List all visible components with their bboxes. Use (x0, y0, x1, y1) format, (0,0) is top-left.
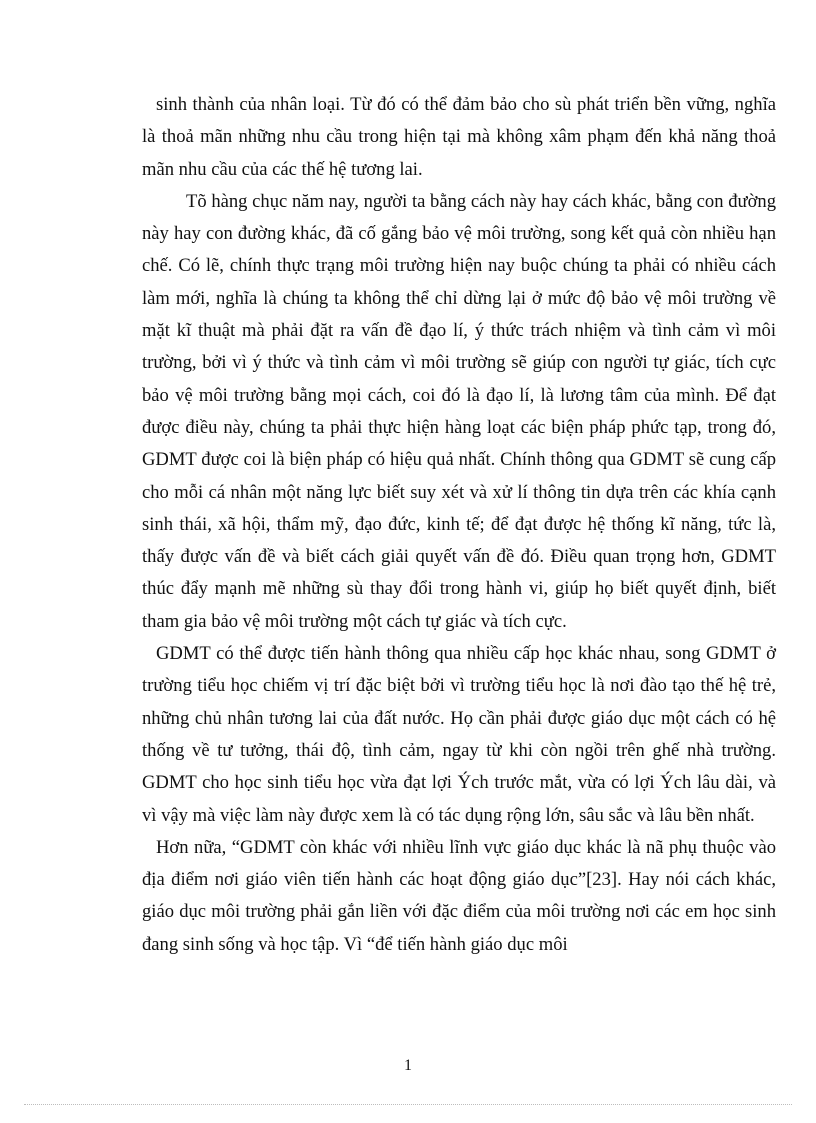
body-text (142, 89, 776, 961)
paragraph-4: Hơn nữa, “GDMT còn khác với nhiều lĩnh vực giáo dục khác là nã phụ thuộc vào địa điểm nơi giáo viên tiến hành các hoạt động giáo dục”[23]. Hay nói cách khác, giáo dục môi trường phải gắn liền với đặc điểm của môi trường nơi các em học sinh đang sinh sống và học tập. Vì “để tiến hành giáo dục môi (142, 836, 776, 955)
paragraph-2: Tõ hàng chục năm nay, người ta bằng cách này hay cách khác, bằng con đường này hay con đường khác, đã cố gắng bảo vệ môi trường, song kết quả còn nhiều hạn chế. Có lẽ, chính thực trạng môi trường hiện nay buộc chúng ta phải có nhiều cách làm mới, nghĩa là chúng ta không thể chỉ dừng lại ở mức độ bảo vệ môi trường về mặt kĩ thuật mà phải đặt ra vấn đề đạo lí, ý thức trách nhiệm và tình cảm vì môi trường, bởi vì ý thức và tình cảm vì môi trường sẽ giúp con người tự giác, tích cực bảo vệ môi trường bằng mọi cách, coi đó là đạo lí, là lương tâm của mình. Để đạt được điều này, chúng ta phải thực hiện hàng loạt các biện pháp phức tạp, trong đó, GDMT được coi là biện pháp có hiệu quả nhất. Chính thông qua GDMT sẽ cung cấp cho mỗi cá nhân một năng lực biết suy xét và xử lí thông tin dựa trên các khía cạnh sinh thái, xã hội, thẩm mỹ, đạo đức, kinh tế; để đạt được hệ thống kĩ năng, tức là, thấy được vấn đề và biết cách giải quyết vấn đề đó. Điều quan trọng hơn, GDMT thúc đẩy mạnh mẽ những sù thay đổi trong hành vi, giúp họ biết quyết định, biết tham gia bảo vệ môi trường một cách tự giác và tích cực. (142, 190, 776, 632)
paragraph-1: sinh thành của nhân loại. Từ đó có thể đảm bảo cho sù phát triển bền vững, nghĩa là thoả mãn những nhu cầu trong hiện tại mà không xâm phạm đến khả năng thoả mãn nhu cầu của các thế hệ tương lai. (142, 94, 776, 180)
footer-divider (24, 1104, 792, 1105)
paragraph-3: GDMT có thể được tiến hành thông qua nhiều cấp học khác nhau, song GDMT ở trường tiểu học chiếm vị trí đặc biệt bởi vì trường tiểu học là nơi đào tạo thế hệ trẻ, những chủ nhân tương lai của đất nước. Họ cần phải được giáo dục một cách có hệ thống về tư tưởng, thái độ, tình cảm, ngay từ khi còn ngồi trên ghế nhà trường. GDMT cho học sinh tiểu học vừa đạt lợi Ých trước mắt, vừa có lợi Ých lâu dài, và vì vậy mà việc làm này được xem là có tác dụng rộng lớn, sâu sắc và lâu bền nhất. (142, 643, 776, 826)
page-number: 1 (404, 1057, 412, 1074)
